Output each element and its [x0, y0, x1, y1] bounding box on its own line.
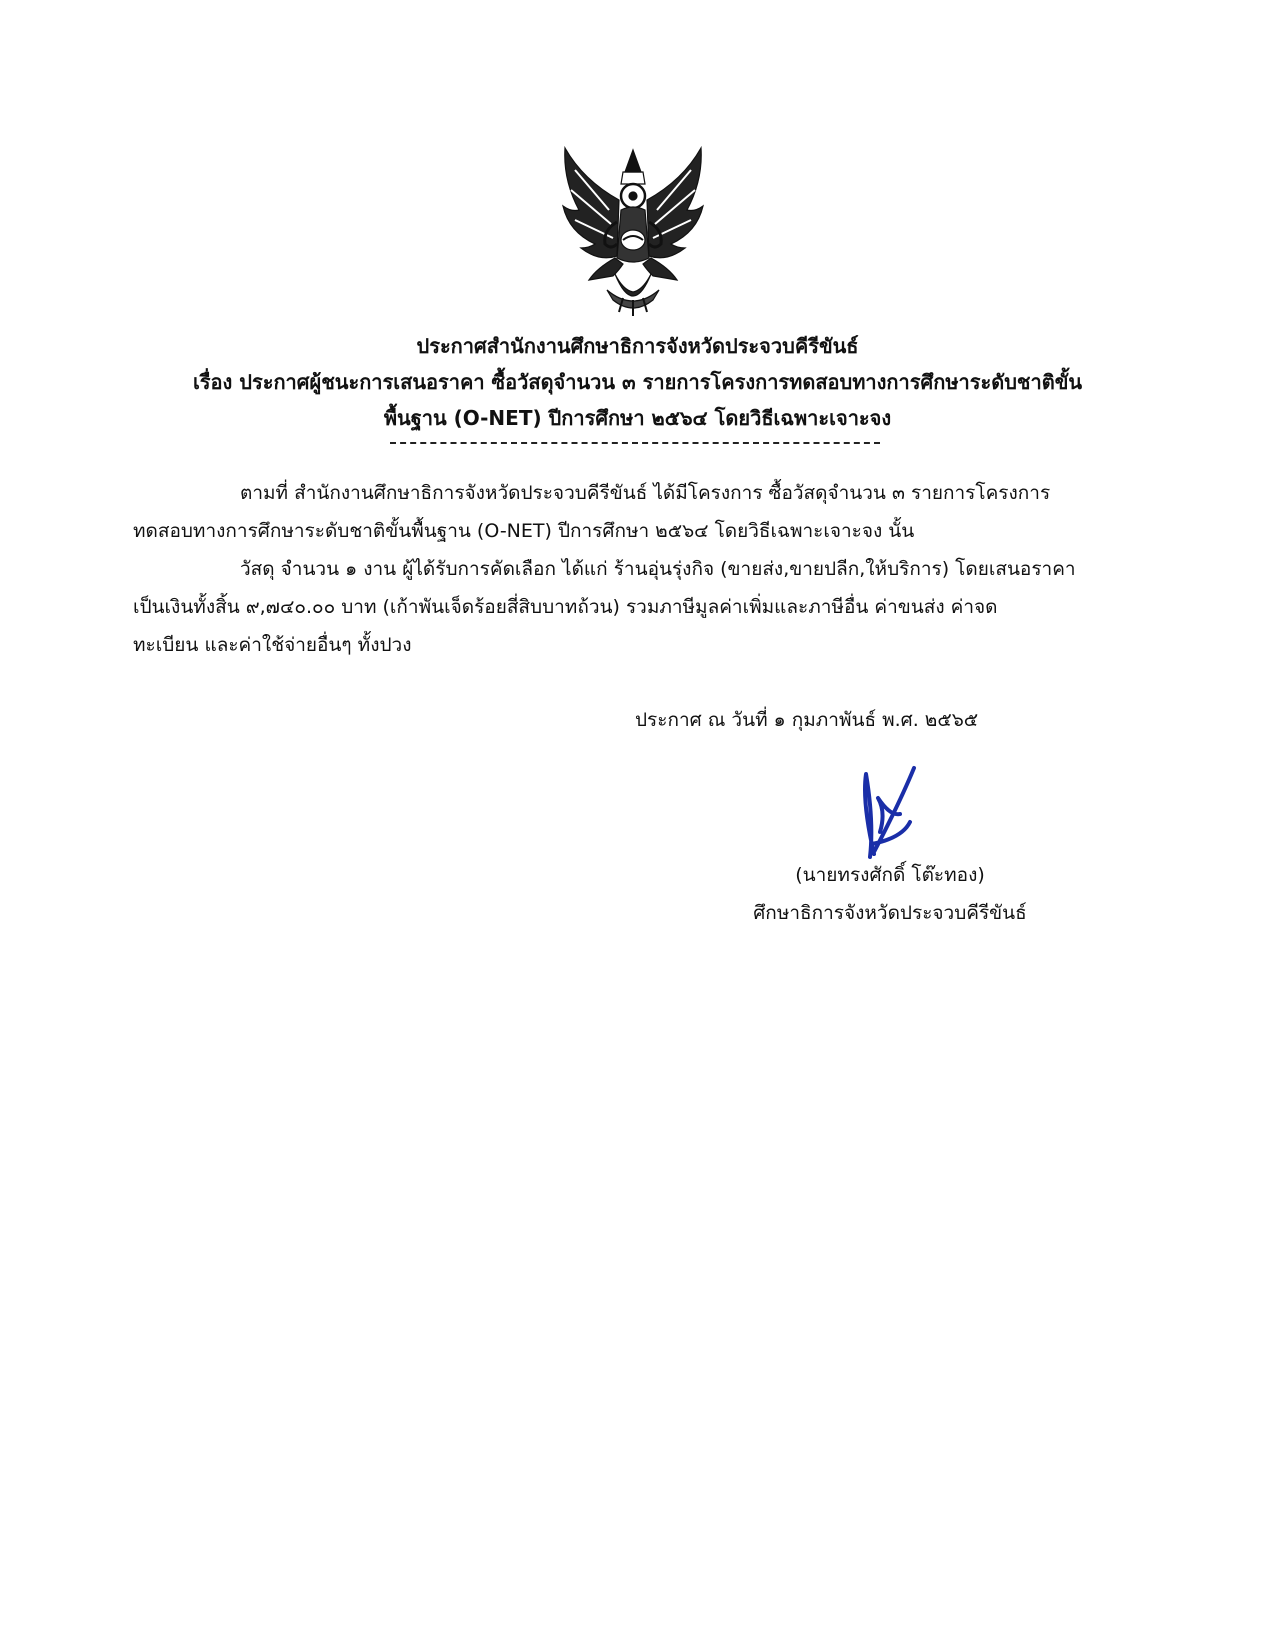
paragraph-1-line-2: ทดสอบทางการศึกษาระดับชาติขั้นพื้นฐาน (O-NET) ปีการศึกษา ๒๕๖๔ โดยวิธีเฉพาะเจาะจง นั้น: [133, 520, 915, 542]
signer-name: (นายทรงศักดิ์ โต๊ะทอง): [795, 864, 985, 886]
paragraph-2-line-3: ทะเบียน และค่าใช้จ่ายอื่นๆ ทั้งปวง: [133, 634, 412, 656]
announcement-subject-line2: พื้นฐาน (O-NET) ปีการศึกษา ๒๕๖๔ โดยวิธีเฉพาะเจาะจง: [383, 406, 892, 430]
paragraph-2-line-1: วัสดุ จำนวน ๑ งาน ผู้ได้รับการคัดเลือก ได้แก่ ร้านอุ่นรุ่งกิจ (ขายส่ง,ขายปลีก,ให้บริการ) โดยเสนอราคา: [240, 558, 1076, 580]
signature-mark: [840, 762, 980, 862]
signer-position: ศึกษาธิการจังหวัดประจวบคีรีขันธ์: [753, 902, 1027, 924]
paragraph-2-line-2: เป็นเงินทั้งสิ้น ๙,๗๔๐.๐๐ บาท (เก้าพันเจ็ดร้อยสี่สิบบาทถ้วน) รวมภาษีมูลค่าเพิ่มและภาษีอื่น ค่าขนส่ง ค่าจด: [133, 596, 998, 618]
paragraph-1-line-1: ตามที่ สำนักงานศึกษาธิการจังหวัดประจวบคีรีขันธ์ ได้มีโครงการ ซื้อวัสดุจำนวน ๓ รายการโครงการ: [240, 482, 1051, 504]
garuda-emblem-icon: [553, 140, 713, 320]
announcement-title: ประกาศสำนักงานศึกษาธิการจังหวัดประจวบคีรีขันธ์: [416, 334, 859, 358]
announcement-subject-line1: เรื่อง ประกาศผู้ชนะการเสนอราคา ซื้อวัสดุจำนวน ๓ รายการโครงการทดสอบทางการศึกษาระดับชาติขั้น: [192, 370, 1083, 394]
announcement-date: ประกาศ ณ วันที่ ๑ กุมภาพันธ์ พ.ศ. ๒๕๖๕: [635, 709, 979, 731]
header-divider: [390, 442, 880, 444]
